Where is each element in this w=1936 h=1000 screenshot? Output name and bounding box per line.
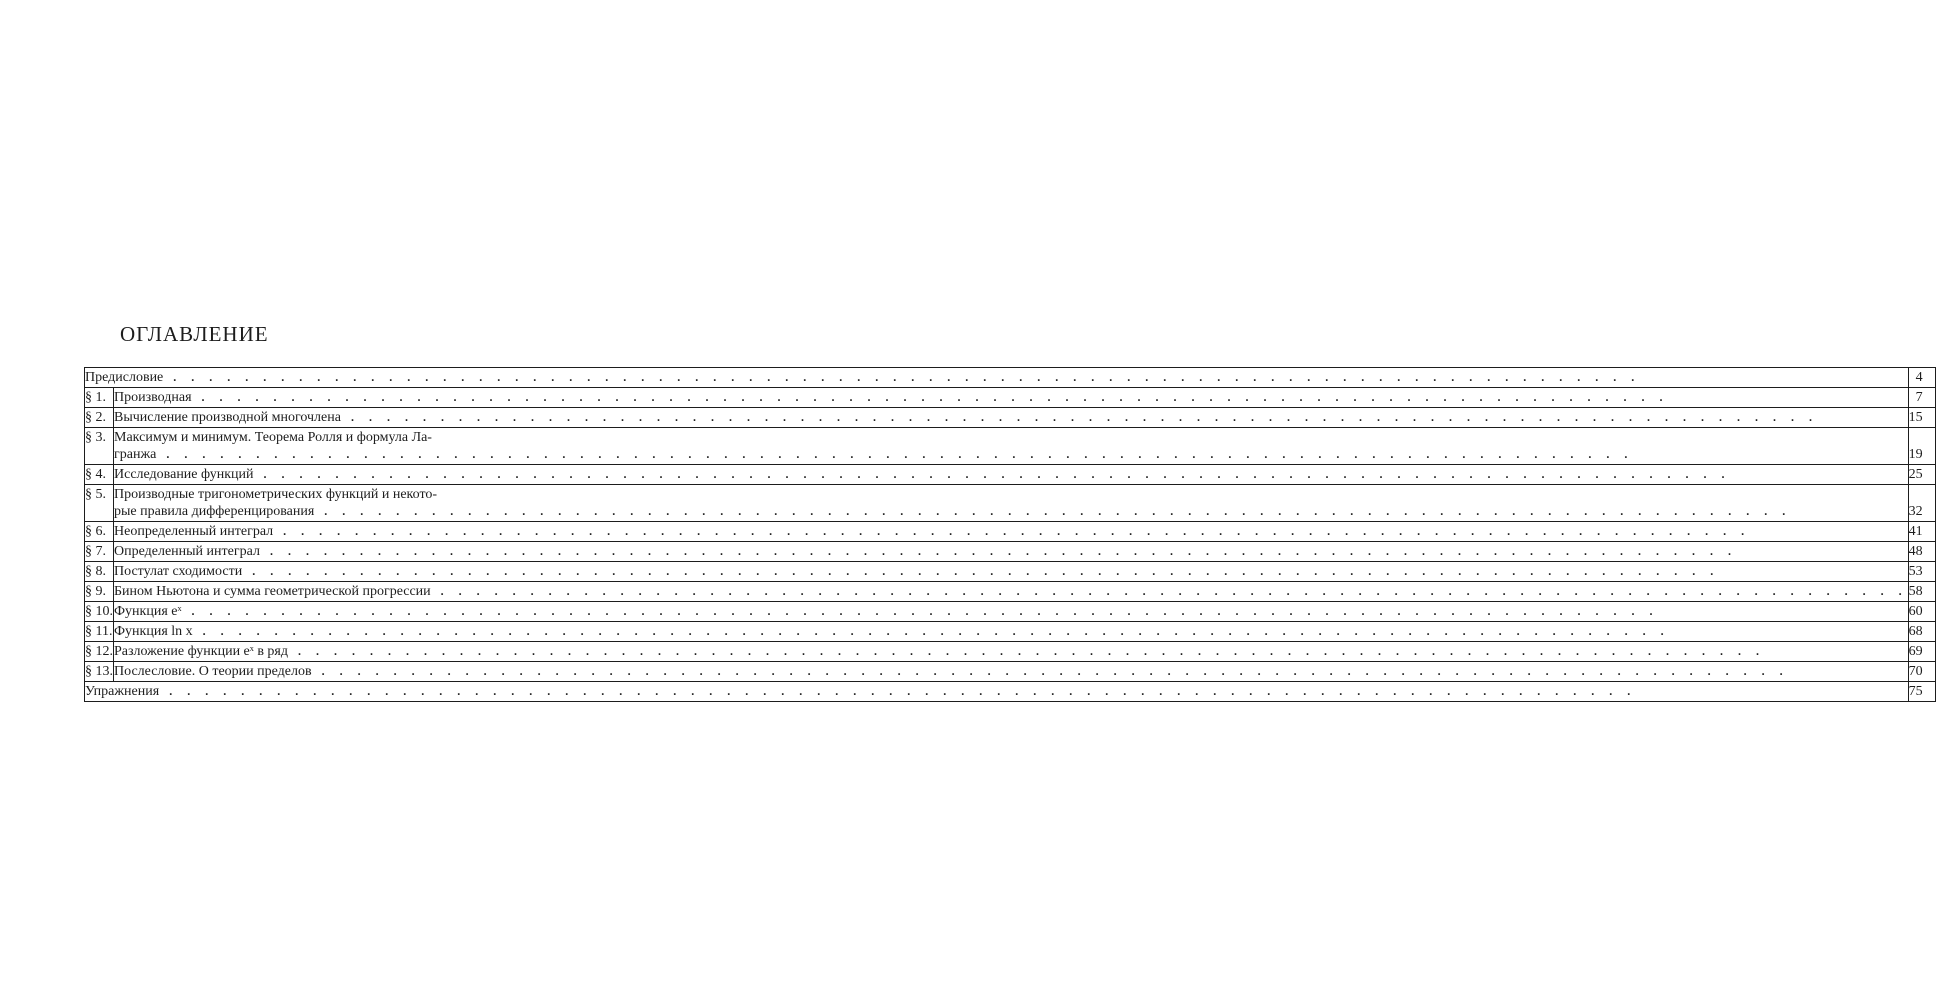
toc-row-10 [85,602,1936,622]
toc-section-number: § 5. [85,485,114,522]
toc-row-6 [85,522,1936,542]
toc-row-9 [85,582,1936,602]
toc-row-3 [85,428,1936,465]
toc-section-number: § 1. [85,388,114,408]
toc-section-number: § 3. [85,428,114,465]
toc-section-number: § 7. [85,542,114,562]
dot-leader [163,369,1907,386]
toc-row-12 [85,642,1936,662]
dot-leader [254,466,1908,483]
toc-entry-title-continued: рые правила дифференцирования [114,504,315,519]
toc-entry-title: Бином Ньютона и сумма геометрической прогрессии [114,584,431,599]
dot-leader [341,409,1908,426]
toc-entry-title: Функция eˣ [114,604,182,619]
toc-row-13 [85,662,1936,682]
toc-section-number: § 12. [85,642,114,662]
toc-entry-title: Исследование функций [114,467,254,482]
toc-page-number: 41 [1908,522,1935,542]
toc-row-8 [85,562,1936,582]
dot-leader [312,663,1908,680]
toc-row-11 [85,622,1936,642]
toc-entry-title: Определенный интеграл [114,544,260,559]
toc-entry-title: Упражнения [85,684,160,699]
dot-leader [193,623,1908,640]
toc-section-number: § 4. [85,465,114,485]
toc-entry-title: Максимум и минимум. Теорема Ролля и формула Ла- [114,430,432,445]
toc-entry-title: Разложение функции eˣ в ряд [114,644,288,659]
dot-leader [242,563,1907,580]
toc-row-5 [85,485,1936,522]
toc-page-number: 60 [1908,602,1935,622]
toc-page-number: 58 [1908,582,1935,602]
toc-entry-title: Постулат сходимости [114,564,243,579]
dot-leader [431,583,1908,600]
toc-entry-title: Послесловие. О теории пределов [114,664,312,679]
toc-row-preface [85,368,1936,388]
table-of-contents [84,367,1936,702]
toc-entry-title: Производная [114,390,192,405]
toc-row-4 [85,465,1936,485]
toc-entry-title: Вычисление производной многочлена [114,410,341,425]
dot-leader [314,503,1907,520]
page-title: ОГЛАВЛЕНИЕ [120,322,269,346]
toc-page-number: 75 [1908,682,1935,702]
toc-row-1 [85,388,1936,408]
toc-entry-title: Предисловие [85,370,164,385]
toc-page-number: 19 [1908,428,1935,465]
dot-leader [192,389,1908,406]
toc-entry-title: Функция ln x [114,624,193,639]
toc-page-number: 69 [1908,642,1935,662]
toc-section-number: § 2. [85,408,114,428]
dot-leader [273,523,1908,540]
toc-page-number: 7 [1908,388,1935,408]
dot-leader [156,446,1907,463]
toc-section-number: § 11. [85,622,114,642]
toc-row-7 [85,542,1936,562]
dot-leader [260,543,1908,560]
toc-page-number: 25 [1908,465,1935,485]
toc-section-number: § 10. [85,602,114,622]
toc-page-number: 48 [1908,542,1935,562]
toc-section-number: § 6. [85,522,114,542]
toc-entry-title: Производные тригонометрических функций и некото- [114,487,438,502]
toc-page-number: 4 [1908,368,1935,388]
dot-leader [159,683,1907,700]
toc-page-number: 53 [1908,562,1935,582]
toc-entry-title: Неопределенный интеграл [114,524,274,539]
dot-leader [182,603,1908,620]
toc-section-number: § 9. [85,582,114,602]
toc-entry-title-continued: гранжа [114,447,157,462]
toc-page-number: 15 [1908,408,1935,428]
toc-section-number: § 13. [85,662,114,682]
toc-section-number: § 8. [85,562,114,582]
toc-page-number: 32 [1908,485,1935,522]
toc-row-exercises [85,682,1936,702]
toc-row-2 [85,408,1936,428]
toc-page-number: 68 [1908,622,1935,642]
dot-leader [288,643,1908,660]
toc-page-number: 70 [1908,662,1935,682]
